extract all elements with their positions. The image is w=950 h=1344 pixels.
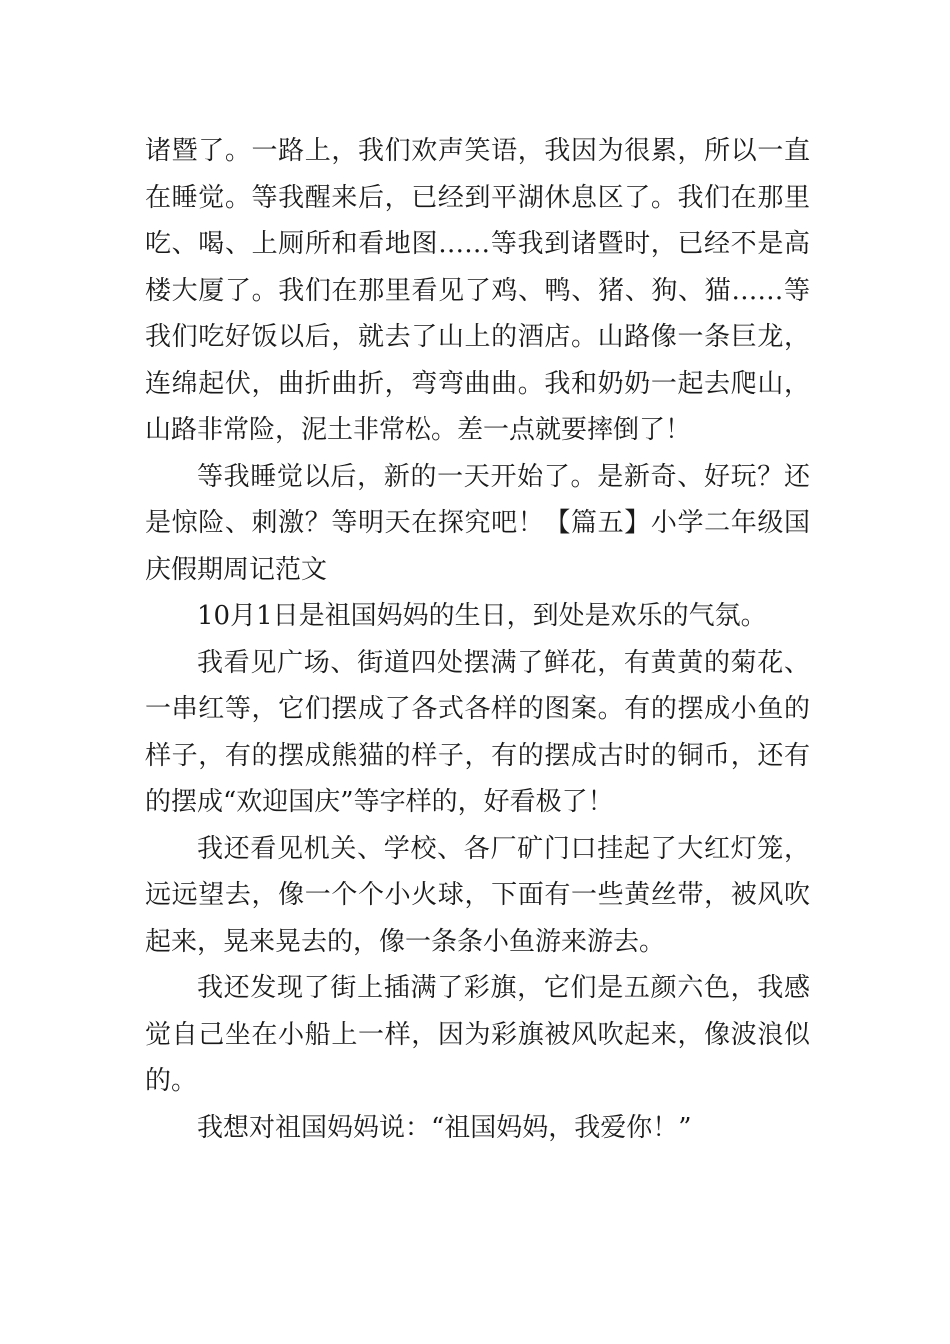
paragraph-2: 等我睡觉以后，新的一天开始了。是新奇、好玩？还是惊险、刺激？等明天在探究吧！【篇五】小学二年级国庆假期周记范文 — [145, 461, 810, 585]
paragraph-4: 我看见广场、街道四处摆满了鲜花，有黄黄的菊花、一串红等，它们摆成了各式各样的图案。有的摆成小鱼的样子，有的摆成熊猫的样子，有的摆成古时的铜币，还有的摆成“欢迎国庆”等字样的，好看极了！ — [145, 647, 810, 817]
document-body — [145, 128, 810, 1151]
paragraph-5: 我还看见机关、学校、各厂矿门口挂起了大红灯笼，远远望去，像一个个小火球，下面有一些黄丝带，被风吹起来，晃来晃去的，像一条条小鱼游来游去。 — [145, 833, 810, 957]
paragraph-6: 我还发现了街上插满了彩旗，它们是五颜六色，我感觉自己坐在小船上一样，因为彩旗被风吹起来，像波浪似的。 — [145, 973, 810, 1096]
paragraph-7: 我想对祖国妈妈说：“祖国妈妈，我爱你！” — [197, 1112, 692, 1143]
paragraph-1: 诸暨了。一路上，我们欢声笑语，我因为很累，所以一直在睡觉。等我醒来后，已经到平湖休息区了。我们在那里吃、喝、上厕所和看地图……等我到诸暨时，已经不是高楼大厦了。我们在那里看见了鸡、鸭、猪、狗、猫……等我们吃好饭以后，就去了山上的酒店。山路像一条巨龙，连绵起伏，曲折曲折，弯弯曲曲。我和奶奶一起去爬山，山路非常险，泥土非常松。差一点就要摔倒了！ — [145, 136, 810, 445]
paragraph-3: 10月1日是祖国妈妈的生日，到处是欢乐的气氛。 — [197, 601, 767, 631]
